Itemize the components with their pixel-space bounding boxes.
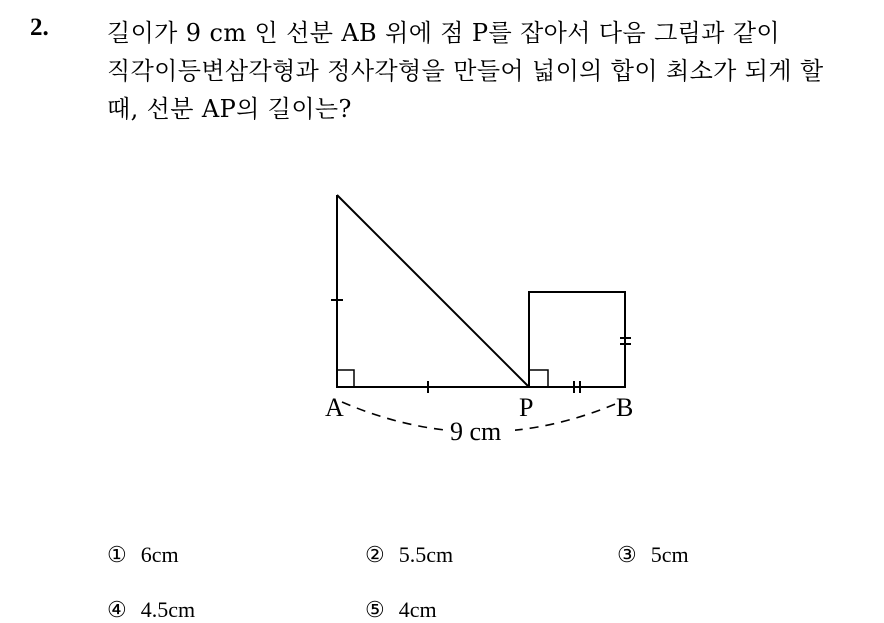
question-number: 2. [30,14,49,41]
choice-marker: ② [365,542,385,567]
choice-marker: ④ [107,597,127,622]
question-stem [107,14,867,128]
choice-text: 4.5cm [140,597,196,622]
right-angle-mark-p [529,370,548,387]
length-label: 9 cm [450,417,502,446]
choice-text: 4cm [398,597,437,622]
point-label-b: B [616,393,634,422]
triangle [337,195,529,387]
choice-4[interactable] [107,597,195,623]
geometry-figure [300,180,660,450]
point-label-p: P [519,393,534,422]
choice-text: 6cm [140,542,179,567]
square [529,292,625,387]
choice-text: 5.5cm [398,542,454,567]
question-line-3: 때, 선분 AP의 길이는? [107,95,352,123]
choice-marker: ③ [617,542,637,567]
question-line-2: 직각이등변삼각형과 정사각형을 만들어 넓이의 합이 최소가 되게 할 [107,57,824,85]
choice-5[interactable] [365,597,437,623]
choice-3[interactable] [617,542,689,568]
choice-marker: ① [107,542,127,567]
right-angle-mark-a [337,370,354,387]
choice-2[interactable] [365,542,453,568]
point-label-a: A [325,393,344,422]
choice-1[interactable] [107,542,179,568]
choice-text: 5cm [650,542,689,567]
choice-marker: ⑤ [365,597,385,622]
question-line-1: 길이가 9 cm 인 선분 AB 위에 점 P를 잡아서 다음 그림과 같이 [107,19,781,47]
